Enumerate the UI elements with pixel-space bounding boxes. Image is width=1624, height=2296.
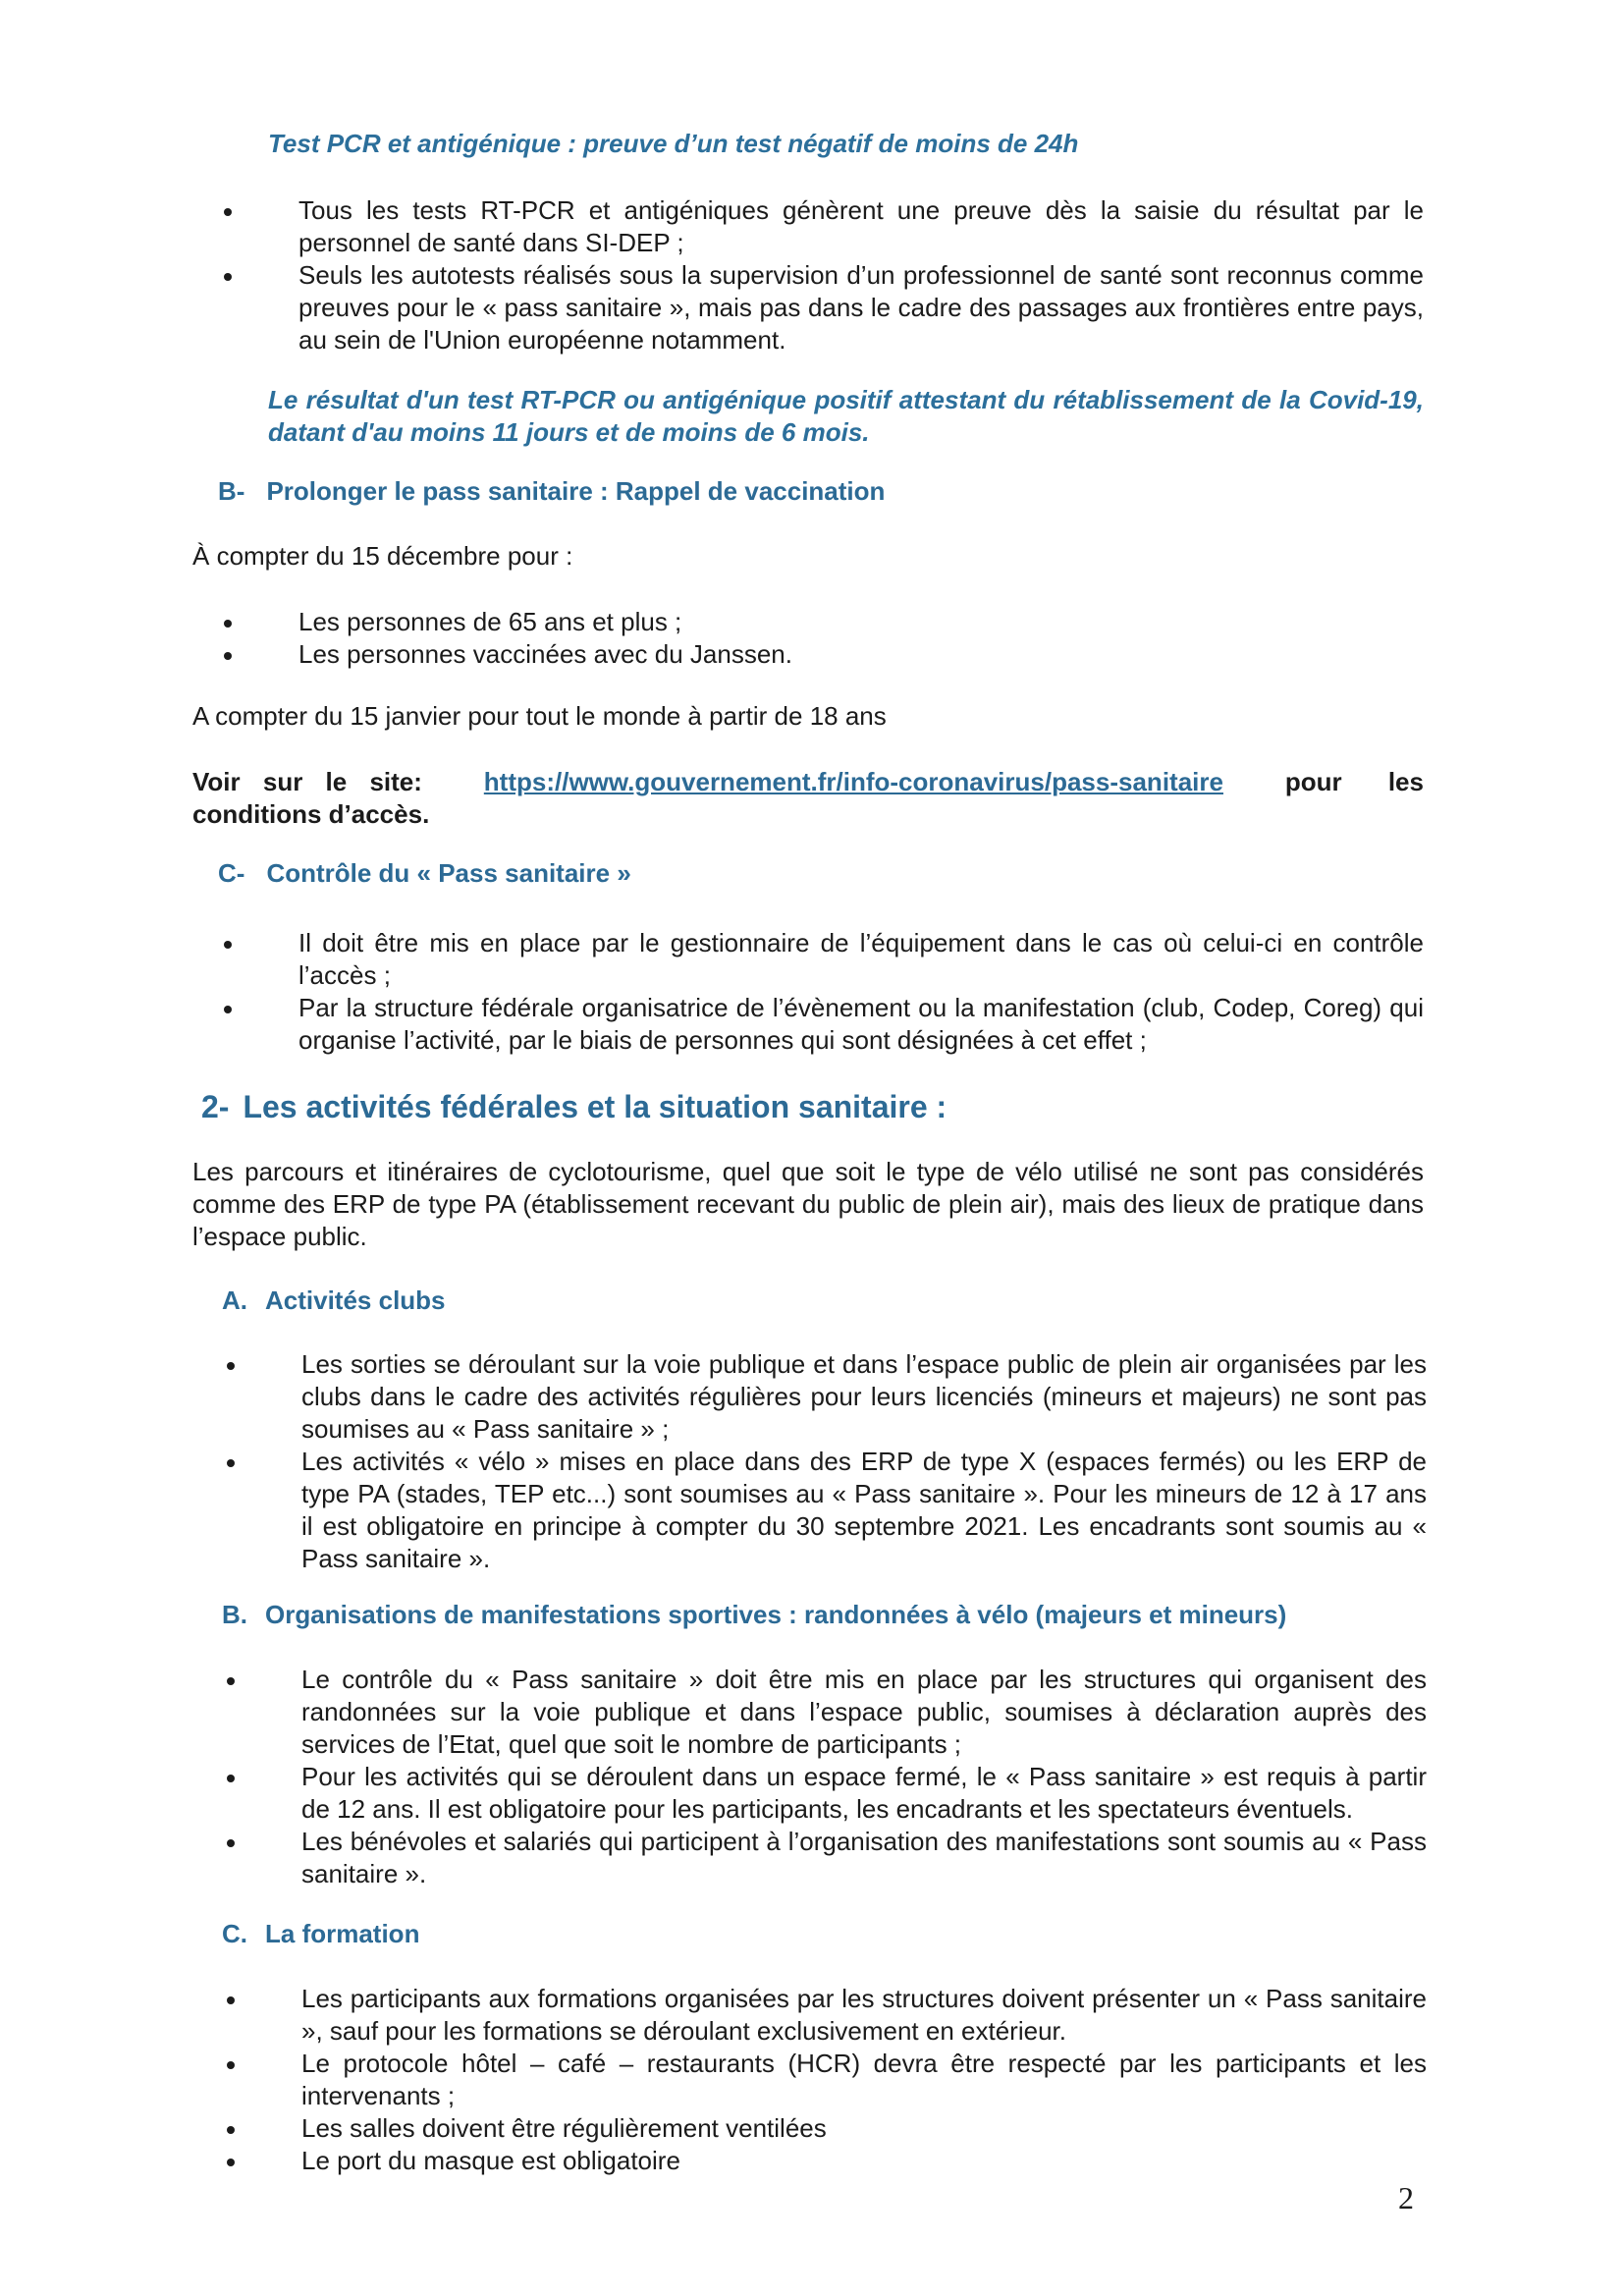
sub-b-heading [222, 1599, 1286, 1631]
list-item: Les personnes de 65 ans et plus ; [224, 606, 1424, 638]
site-suffix-start: pour les [1284, 767, 1424, 796]
events-bullet-list [227, 1664, 1427, 1890]
sub-a-letter: A. [222, 1285, 247, 1315]
site-prefix: Voir sur le site: [192, 767, 422, 796]
list-item: Les activités « vélo » mises en place dans des ERP de type X (espaces fermés) ou les ERP de type PA (stades, TEP etc...) sont soumises au « Pass sanitaire ». Pour les mineurs de 12 à 17 ans il est obligatoire en principe à compter du 30 septembre 2021. Les encadrants sont soumis au « Pass sanitaire ». [227, 1446, 1427, 1575]
section-2-title: Les activités fédérales et la situation sanitaire : [243, 1089, 947, 1124]
sub-c-letter: C. [222, 1919, 247, 1948]
control-bullet-list [224, 927, 1424, 1057]
list-item: Il doit être mis en place par le gestionnaire de l’équipement dans le cas où celui-ci en contrôle l’accès ; [224, 927, 1424, 992]
list-item: Les salles doivent être régulièrement ventilées [227, 2112, 1427, 2145]
site-suffix-end: conditions d’accès. [192, 799, 430, 829]
test-proof-heading: Test PCR et antigénique : preuve d’un test négatif de moins de 24h [268, 129, 1079, 158]
sub-c-title: La formation [265, 1919, 420, 1948]
sub-b-title: Organisations de manifestations sportives : randonnées à vélo (majeurs et mineurs) [265, 1600, 1287, 1629]
list-item: Tous les tests RT-PCR et antigéniques génèrent une preuve dès la saisie du résultat par le personnel de santé dans SI-DEP ; [224, 194, 1424, 259]
section-2-heading [201, 1088, 947, 1125]
list-item: Les participants aux formations organisées par les structures doivent présenter un « Pass sanitaire », sauf pour les formations se déroulant exclusivement en extérieur. [227, 1983, 1427, 2048]
list-item: Les bénévoles et salariés qui participent à l’organisation des manifestations sont soumis au « Pass sanitaire ». [227, 1826, 1427, 1890]
clubs-bullet-list [227, 1348, 1427, 1575]
list-item: Le port du masque est obligatoire [227, 2145, 1427, 2177]
sub-b-letter: B. [222, 1600, 247, 1629]
section-c-title: Contrôle du « Pass sanitaire » [266, 858, 631, 888]
from-december-text: À compter du 15 décembre pour : [192, 541, 573, 571]
list-item: Les personnes vaccinées avec du Janssen. [224, 638, 1424, 671]
sub-a-title: Activités clubs [265, 1285, 446, 1315]
section-c-heading [218, 857, 631, 890]
list-item: Par la structure fédérale organisatrice de l’évènement ou la manifestation (club, Codep, Coreg) qui organise l’activité, par le biais de personnes qui sont désignées à cet effet ; [224, 992, 1424, 1057]
test-bullet-list [224, 194, 1424, 356]
list-item: Pour les activités qui se déroulent dans un espace fermé, le « Pass sanitaire » est requis à partir de 12 ans. Il est obligatoire pour les participants, les encadrants et les spectateurs éventuels. [227, 1761, 1427, 1826]
sub-c-heading [222, 1918, 419, 1950]
training-bullet-list [227, 1983, 1427, 2177]
section-b-letter: B- [218, 476, 245, 506]
section-2-intro: Les parcours et itinéraires de cyclotourisme, quel que soit le type de vélo utilisé ne sont pas considérés comme des ERP de type PA (établissement recevant du public de plein air), mais des lieux de pratique dans l’espace public. [192, 1157, 1424, 1251]
list-item: Seuls les autotests réalisés sous la supervision d’un professionnel de santé sont reconnus comme preuves pour le « pass sanitaire », mais pas dans le cadre des passages aux frontières entre pays, au sein de l'Union européenne notamment. [224, 259, 1424, 356]
pass-sanitaire-link[interactable]: https://www.gouvernement.fr/info-coronavirus/pass-sanitaire [483, 767, 1223, 796]
section-c-letter: C- [218, 858, 245, 888]
booster-bullet-list [224, 606, 1424, 671]
section-b-title: Prolonger le pass sanitaire : Rappel de vaccination [266, 476, 886, 506]
recovery-note: Le résultat d'un test RT-PCR ou antigénique positif attestant du rétablissement de la Covid-19, datant d'au moins 11 jours et de moins de 6 mois. [268, 385, 1424, 447]
page-number: 2 [1398, 2180, 1414, 2215]
list-item: Le protocole hôtel – café – restaurants (HCR) devra être respecté par les participants et les intervenants ; [227, 2048, 1427, 2112]
section-b-heading [218, 475, 885, 508]
section-2-number: 2- [201, 1089, 230, 1124]
sub-a-heading [222, 1285, 446, 1317]
list-item: Le contrôle du « Pass sanitaire » doit être mis en place par les structures qui organisent des randonnées sur la voie publique et dans l’espace public, soumises à déclaration auprès des services de l’Etat, quel que soit le nombre de participants ; [227, 1664, 1427, 1761]
list-item: Les sorties se déroulant sur la voie publique et dans l’espace public de plein air organisées par les clubs dans le cadre des activités régulières pour leurs licenciés (mineurs et majeurs) ne sont pas soumises au « Pass sanitaire » ; [227, 1348, 1427, 1446]
site-reference-line [192, 766, 1424, 798]
from-january-text: A compter du 15 janvier pour tout le monde à partir de 18 ans [192, 701, 887, 731]
